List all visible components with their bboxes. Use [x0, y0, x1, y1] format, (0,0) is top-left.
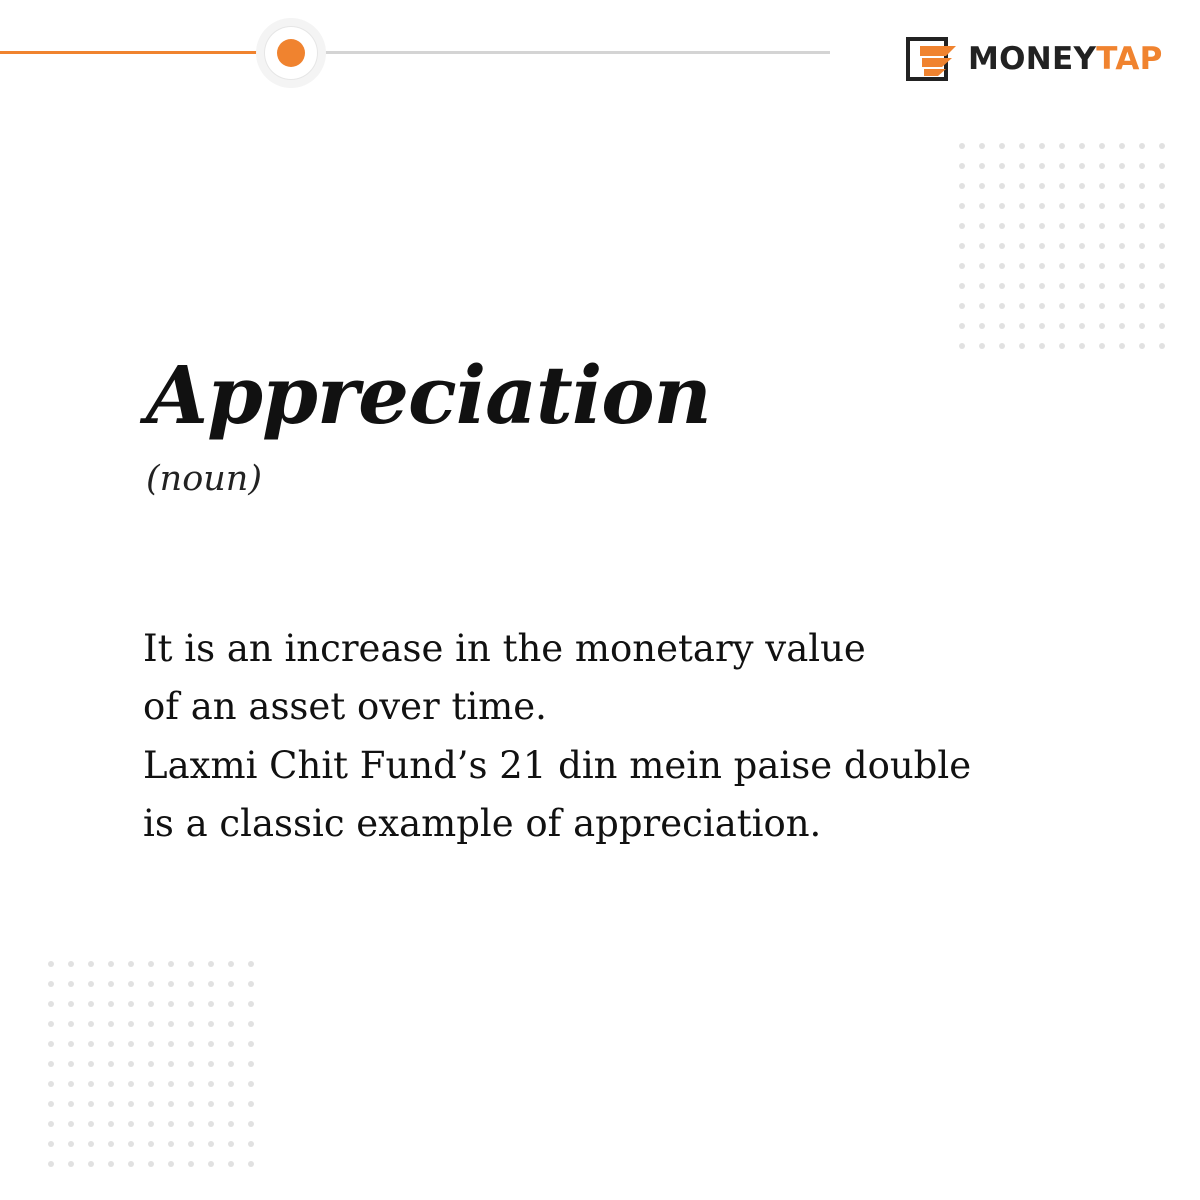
decorative-dot: [148, 1041, 154, 1047]
decorative-dot: [68, 961, 74, 967]
decorative-dot: [248, 1081, 254, 1087]
decorative-dot: [1159, 343, 1165, 349]
decorative-dot: [999, 343, 1005, 349]
decorative-dot: [188, 1161, 194, 1167]
decorative-dot: [959, 323, 965, 329]
decorative-dot: [1079, 143, 1085, 149]
decorative-dot: [128, 981, 134, 987]
decorative-dot: [1159, 243, 1165, 249]
decorative-dot: [48, 1141, 54, 1147]
decorative-dot: [88, 1001, 94, 1007]
decorative-dot: [1039, 303, 1045, 309]
decorative-dot: [208, 1021, 214, 1027]
decorative-dot: [1039, 343, 1045, 349]
decorative-dot: [1039, 183, 1045, 189]
decorative-dot: [959, 163, 965, 169]
decorative-dot: [188, 1081, 194, 1087]
decorative-dot: [88, 1061, 94, 1067]
decorative-dot: [1099, 283, 1105, 289]
decorative-dot: [1039, 243, 1045, 249]
decorative-dot: [1139, 263, 1145, 269]
decorative-dot: [1039, 163, 1045, 169]
decorative-dot: [999, 223, 1005, 229]
decorative-dot: [208, 1001, 214, 1007]
decorative-dot: [1019, 323, 1025, 329]
decorative-dot: [248, 1101, 254, 1107]
brand-name-money: MONEY: [968, 40, 1097, 77]
decorative-dot: [228, 1101, 234, 1107]
decorative-dot: [1079, 223, 1085, 229]
decorative-dot: [999, 203, 1005, 209]
decorative-dot: [108, 1141, 114, 1147]
decorative-dot: [1139, 323, 1145, 329]
decorative-dot: [168, 1121, 174, 1127]
decorative-dot: [68, 1101, 74, 1107]
decorative-dot: [188, 1041, 194, 1047]
decorative-dot: [979, 203, 985, 209]
decorative-dot: [1099, 143, 1105, 149]
decorative-dot: [1079, 343, 1085, 349]
decorative-dot-grid-bottom-left: [41, 954, 261, 1174]
decorative-dot: [1119, 283, 1125, 289]
decorative-dot: [128, 1101, 134, 1107]
decorative-dot: [1119, 183, 1125, 189]
decorative-dot: [1099, 203, 1105, 209]
decorative-dot: [1019, 203, 1025, 209]
decorative-dot: [1079, 163, 1085, 169]
decorative-dot: [1059, 343, 1065, 349]
decorative-dot: [1039, 323, 1045, 329]
decorative-dot: [1039, 203, 1045, 209]
decorative-dot: [168, 1101, 174, 1107]
decorative-dot: [228, 1161, 234, 1167]
decorative-dot: [979, 183, 985, 189]
decorative-dot: [999, 283, 1005, 289]
decorative-dot: [128, 1161, 134, 1167]
decorative-dot: [959, 343, 965, 349]
decorative-dot: [108, 1121, 114, 1127]
decorative-dot: [108, 1161, 114, 1167]
decorative-dot: [108, 1041, 114, 1047]
decorative-dot: [108, 1001, 114, 1007]
decorative-dot: [48, 1161, 54, 1167]
decorative-dot: [1019, 223, 1025, 229]
decorative-dot: [1139, 203, 1145, 209]
decorative-dot: [248, 961, 254, 967]
decorative-dot: [1139, 343, 1145, 349]
decorative-dot: [228, 981, 234, 987]
decorative-dot: [248, 981, 254, 987]
decorative-dot: [228, 1021, 234, 1027]
definition-line: Laxmi Chit Fund’s 21 din mein paise double: [143, 743, 972, 787]
decorative-dot: [1139, 303, 1145, 309]
decorative-dot: [88, 981, 94, 987]
decorative-dot: [959, 203, 965, 209]
decorative-dot: [168, 961, 174, 967]
decorative-dot: [1139, 223, 1145, 229]
definition-line: It is an increase in the monetary value: [143, 627, 866, 670]
decorative-dot: [188, 1141, 194, 1147]
decorative-dot: [128, 1081, 134, 1087]
decorative-dot: [1039, 143, 1045, 149]
decorative-dot: [168, 1001, 174, 1007]
decorative-dot: [48, 1001, 54, 1007]
decorative-dot: [228, 961, 234, 967]
decorative-dot: [208, 1061, 214, 1067]
decorative-dot: [148, 1061, 154, 1067]
brand-logo: [906, 36, 1163, 82]
decorative-dot: [168, 1041, 174, 1047]
decorative-dot: [979, 223, 985, 229]
decorative-dot: [248, 1121, 254, 1127]
decorative-dot: [128, 1121, 134, 1127]
decorative-dot: [68, 1161, 74, 1167]
decorative-dot: [148, 1121, 154, 1127]
decorative-dot: [208, 1101, 214, 1107]
decorative-dot: [1059, 263, 1065, 269]
decorative-dot: [1159, 223, 1165, 229]
progress-track: [0, 51, 830, 54]
decorative-dot: [1119, 243, 1125, 249]
decorative-dot: [148, 1001, 154, 1007]
decorative-dot-grid-top-right: [952, 136, 1172, 356]
decorative-dot: [959, 263, 965, 269]
decorative-dot: [1039, 283, 1045, 289]
decorative-dot: [68, 1001, 74, 1007]
decorative-dot: [1019, 263, 1025, 269]
decorative-dot: [148, 1161, 154, 1167]
decorative-dot: [1099, 263, 1105, 269]
decorative-dot: [148, 1141, 154, 1147]
decorative-dot: [1099, 163, 1105, 169]
decorative-dot: [1059, 223, 1065, 229]
decorative-dot: [88, 1041, 94, 1047]
decorative-dot: [1019, 343, 1025, 349]
decorative-dot: [208, 1121, 214, 1127]
decorative-dot: [128, 1001, 134, 1007]
decorative-dot: [1119, 203, 1125, 209]
decorative-dot: [208, 961, 214, 967]
decorative-dot: [48, 1081, 54, 1087]
decorative-dot: [208, 1081, 214, 1087]
decorative-dot: [228, 1001, 234, 1007]
decorative-dot: [48, 1021, 54, 1027]
decorative-dot: [1139, 183, 1145, 189]
decorative-dot: [1119, 323, 1125, 329]
decorative-dot: [1139, 143, 1145, 149]
decorative-dot: [168, 1141, 174, 1147]
decorative-dot: [1159, 163, 1165, 169]
decorative-dot: [1079, 323, 1085, 329]
decorative-dot: [1099, 323, 1105, 329]
decorative-dot: [88, 1141, 94, 1147]
decorative-dot: [1119, 343, 1125, 349]
decorative-dot: [108, 981, 114, 987]
decorative-dot: [979, 283, 985, 289]
decorative-dot: [979, 143, 985, 149]
decorative-dot: [108, 961, 114, 967]
decorative-dot: [959, 143, 965, 149]
decorative-dot: [188, 1101, 194, 1107]
decorative-dot: [148, 961, 154, 967]
decorative-dot: [1059, 143, 1065, 149]
decorative-dot: [88, 1101, 94, 1107]
decorative-dot: [1039, 223, 1045, 229]
decorative-dot: [128, 1141, 134, 1147]
decorative-dot: [1159, 143, 1165, 149]
decorative-dot: [1159, 183, 1165, 189]
decorative-dot: [1139, 243, 1145, 249]
decorative-dot: [1079, 183, 1085, 189]
decorative-dot: [208, 1161, 214, 1167]
decorative-dot: [1139, 163, 1145, 169]
decorative-dot: [208, 1041, 214, 1047]
decorative-dot: [108, 1021, 114, 1027]
decorative-dot: [68, 1021, 74, 1027]
decorative-dot: [999, 323, 1005, 329]
decorative-dot: [88, 1081, 94, 1087]
brand-name-tap: TAP: [1096, 40, 1163, 77]
decorative-dot: [248, 1061, 254, 1067]
decorative-dot: [88, 1021, 94, 1027]
decorative-dot: [1099, 343, 1105, 349]
decorative-dot: [1079, 283, 1085, 289]
decorative-dot: [68, 1081, 74, 1087]
decorative-dot: [88, 961, 94, 967]
brand-wordmark: [968, 40, 1163, 77]
decorative-dot: [68, 1041, 74, 1047]
decorative-dot: [979, 163, 985, 169]
decorative-dot: [68, 981, 74, 987]
decorative-dot: [959, 223, 965, 229]
decorative-dot: [1099, 183, 1105, 189]
decorative-dot: [1119, 223, 1125, 229]
decorative-dot: [1059, 283, 1065, 289]
decorative-dot: [1039, 263, 1045, 269]
decorative-dot: [1099, 243, 1105, 249]
decorative-dot: [979, 243, 985, 249]
decorative-dot: [48, 1101, 54, 1107]
definition-text: [143, 620, 1143, 854]
progress-fill: [0, 51, 291, 54]
decorative-dot: [1099, 223, 1105, 229]
decorative-dot: [1059, 203, 1065, 209]
decorative-dot: [1119, 143, 1125, 149]
decorative-dot: [228, 1061, 234, 1067]
decorative-dot: [999, 183, 1005, 189]
decorative-dot: [1119, 163, 1125, 169]
decorative-dot: [1079, 203, 1085, 209]
decorative-dot: [1159, 263, 1165, 269]
decorative-dot: [208, 981, 214, 987]
decorative-dot: [68, 1121, 74, 1127]
decorative-dot: [1019, 283, 1025, 289]
decorative-dot: [168, 1021, 174, 1027]
decorative-dot: [128, 1041, 134, 1047]
decorative-dot: [228, 1141, 234, 1147]
decorative-dot: [1019, 243, 1025, 249]
decorative-dot: [188, 961, 194, 967]
decorative-dot: [128, 961, 134, 967]
decorative-dot: [248, 1021, 254, 1027]
decorative-dot: [168, 981, 174, 987]
decorative-dot: [959, 283, 965, 289]
decorative-dot: [1159, 323, 1165, 329]
decorative-dot: [1059, 183, 1065, 189]
decorative-dot: [228, 1041, 234, 1047]
decorative-dot: [979, 303, 985, 309]
decorative-dot: [1159, 303, 1165, 309]
decorative-dot: [1019, 163, 1025, 169]
decorative-dot: [1139, 283, 1145, 289]
decorative-dot: [1159, 283, 1165, 289]
decorative-dot: [1119, 303, 1125, 309]
decorative-dot: [1059, 163, 1065, 169]
decorative-dot: [148, 981, 154, 987]
decorative-dot: [188, 1061, 194, 1067]
decorative-dot: [108, 1061, 114, 1067]
decorative-dot: [999, 163, 1005, 169]
decorative-dot: [148, 1101, 154, 1107]
decorative-dot: [188, 1021, 194, 1027]
decorative-dot: [128, 1021, 134, 1027]
definition-line: is a classic example of appreciation.: [143, 802, 822, 846]
decorative-dot: [188, 1001, 194, 1007]
decorative-dot: [248, 1041, 254, 1047]
decorative-dot: [88, 1121, 94, 1127]
decorative-dot: [1099, 303, 1105, 309]
decorative-dot: [1079, 263, 1085, 269]
decorative-dot: [999, 263, 1005, 269]
decorative-dot: [168, 1161, 174, 1167]
decorative-dot: [248, 1001, 254, 1007]
decorative-dot: [208, 1141, 214, 1147]
decorative-dot: [1019, 183, 1025, 189]
decorative-dot: [128, 1061, 134, 1067]
decorative-dot: [1159, 203, 1165, 209]
decorative-dot: [1019, 303, 1025, 309]
decorative-dot: [1059, 303, 1065, 309]
decorative-dot: [108, 1081, 114, 1087]
decorative-dot: [979, 343, 985, 349]
moneytap-logo-icon: [906, 36, 958, 82]
decorative-dot: [999, 303, 1005, 309]
decorative-dot: [1019, 143, 1025, 149]
decorative-dot: [168, 1081, 174, 1087]
decorative-dot: [228, 1121, 234, 1127]
term-title: Appreciation: [146, 348, 711, 442]
decorative-dot: [979, 263, 985, 269]
decorative-dot: [1119, 263, 1125, 269]
part-of-speech: (noun): [146, 459, 263, 499]
decorative-dot: [48, 1041, 54, 1047]
decorative-dot: [999, 143, 1005, 149]
decorative-dot: [168, 1061, 174, 1067]
decorative-dot: [48, 1121, 54, 1127]
decorative-dot: [48, 961, 54, 967]
decorative-dot: [68, 1061, 74, 1067]
decorative-dot: [108, 1101, 114, 1107]
decorative-dot: [1059, 323, 1065, 329]
decorative-dot: [68, 1141, 74, 1147]
decorative-dot: [228, 1081, 234, 1087]
definition-line: of an asset over time.: [143, 685, 547, 729]
decorative-dot: [959, 303, 965, 309]
decorative-dot: [248, 1141, 254, 1147]
decorative-dot: [188, 1121, 194, 1127]
decorative-dot: [148, 1021, 154, 1027]
decorative-dot: [148, 1081, 154, 1087]
decorative-dot: [88, 1161, 94, 1167]
decorative-dot: [959, 243, 965, 249]
decorative-dot: [959, 183, 965, 189]
decorative-dot: [979, 323, 985, 329]
decorative-dot: [48, 981, 54, 987]
decorative-dot: [1079, 303, 1085, 309]
decorative-dot: [48, 1061, 54, 1067]
decorative-dot: [1059, 243, 1065, 249]
decorative-dot: [188, 981, 194, 987]
decorative-dot: [248, 1161, 254, 1167]
decorative-dot: [1079, 243, 1085, 249]
decorative-dot: [999, 243, 1005, 249]
progress-knob[interactable]: [265, 27, 317, 79]
